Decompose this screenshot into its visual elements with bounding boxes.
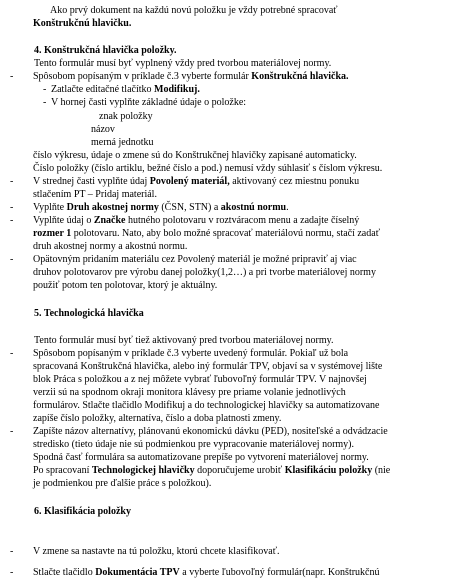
section-4-intro [34,57,331,70]
text-run: Zapíšte názov alternatívy, plánovanú ekonomickú dávku (PED), nositeľské a odvádzacie [33,426,388,437]
text-run: (ČSN, STN) a [158,202,221,213]
text-run: Ako prvý dokument na každú novú položku je vždy potrebné spracovať [50,5,338,16]
paragraph-line [33,227,380,240]
text-run: použiť potom ten polotovar, ktorý je aktuálny. [33,280,218,291]
list-item [10,253,357,266]
text-run: V hornej časti vyplňte základné údaje o položke: [51,97,247,108]
paragraph-line [33,188,157,201]
text-run: druh akostnej normy a akostnú normu. [33,241,188,252]
section-4-heading [34,44,177,57]
bold-text: Modifikuj. [154,84,200,95]
text-run: hutného polotovaru v roztváracom menu a zadajte číselný [125,215,360,226]
list-item [10,425,388,438]
bold-text: 6. Klasifikácia položky [34,506,131,517]
bold-text: rozmer 1 [33,228,72,239]
bullet-dash: - [10,546,14,557]
bullet-dash: - [10,215,14,226]
list-item [10,70,349,83]
bullet-dash: - [10,348,14,359]
bold-text: Povolený materiál, [149,176,230,187]
section-5-intro [34,334,334,347]
text-run: Stlačte tlačidlo [33,567,96,578]
text-run: Spôsobom popísaným v príklade č.3 vyberte uvedený formulár. Pokiaľ už bola [33,348,349,359]
text-run: polotovaru. Nato, aby bolo možné spracovať materiálovú normu, stačí zadať [71,228,380,239]
text-run: doporučujeme urobiť [194,465,285,476]
text-run: Tento formulár musí byť tiež aktivovaný pred tvorbou materiálovej normy. [34,335,334,346]
text-run: stlačením PT – Pridaj materiál. [33,189,157,200]
bullet-dash: - [43,97,47,108]
paragraph-line [33,279,217,292]
text-run: Zatlačte editačné tlačítko [51,84,154,95]
text-run: druhov polotovarov pre výrobu danej položky(1,2…) a pri tvorbe materiálovej normy [33,267,376,278]
field-name-line [91,123,115,136]
bold-text: Konštrukčná hlavička. [251,71,349,82]
text-run: Spôsobom popísaným v príklade č.3 vyberte formulár [33,71,252,82]
section-5-heading [34,307,144,320]
text-run: blok Práca s položkou a z nej môžete vybrať ľubovoľný formulár TPV. V najnovšej [33,374,367,385]
paragraph-line [33,451,369,464]
text-run: (nie [372,465,391,476]
paragraph-line [33,266,376,279]
list-item [10,201,289,214]
paragraph-line [33,240,187,253]
paragraph-line [33,399,379,412]
text-run: Tento formulár musí byť vyplnený vždy pred tvorbou materiálovej normy. [34,58,332,69]
field-name-line [99,110,153,123]
bullet-dash: - [10,254,14,265]
bold-text: 4. Konštrukčná hlavička položky. [34,45,177,56]
bold-text: 5. Technologická hlavička [34,308,144,319]
bullet-dash: - [10,567,14,578]
intro-line-2 [33,17,131,30]
text-run: znak položky [99,111,153,122]
text-run: aktivovaný cez miestnu ponuku [229,176,360,187]
intro-line-1 [50,4,338,17]
bullet-dash: - [10,71,14,82]
paragraph-line [33,438,354,451]
text-run: verzii sú na spodnom okraji monitora klávesy pre priame volanie jednotlivých [33,387,346,398]
list-item [10,545,280,558]
text-run: Vyplňte [33,202,67,213]
paragraph-line [33,373,367,386]
text-run: a vyberte ľubovoľný formulár(napr. Konštrukčnú [179,567,380,578]
section-6-heading [34,505,131,518]
text-run: číslo výkresu, údaje o zmene sú do Konštrukčnej hlavičky zapisané automaticky. [33,150,357,161]
text-run: formulárov. Stlačte tlačidlo Modifikuj a do technologickej hlavičky sa automatizovane [33,400,380,411]
bold-text: Technologickej hlavičky [91,465,195,476]
text-run: V zmene sa nastavte na tú položku, ktorú chcete klasifikovať. [33,546,280,557]
text-run: spracovaná Konštrukčná hlavička, alebo iný formulár TPV, objaví sa v systémovej lište [33,361,383,372]
bullet-dash: - [10,176,14,187]
text-run: . [286,202,289,213]
paragraph-line [33,477,211,490]
text-run: Po spracovaní [33,465,92,476]
bold-text: Druh akostnej normy [66,202,159,213]
bullet-dash: - [43,84,47,95]
list-item [10,175,360,188]
list-item [43,96,247,109]
text-run: merná jednotku [91,137,154,148]
text-run: V strednej časti vyplňte údaj [33,176,150,187]
paragraph-line [33,149,357,162]
paragraph-line [33,464,390,477]
paragraph-line [33,360,382,373]
text-run: Číslo položky (číslo artiklu, bežné číslo a pod.) nemusí vždy súhlasiť s číslom výkresu. [33,163,383,174]
bold-text: Dokumentácia TPV [95,567,180,578]
list-item [10,214,360,227]
text-run: Spodná časť formulára sa automatizovane prepíše po vytvorení materiálovej normy. [33,452,369,463]
text-run: stredisko (tieto údaje nie sú podmienkou pre vypracovanie materiálovej normy). [33,439,355,450]
field-name-line [91,136,153,149]
list-item [10,347,349,360]
text-run: je podmienkou pre ďalšie práce s položkou). [33,478,212,489]
text-run: Vyplňte údaj o [33,215,94,226]
text-run: zapíše číslo položky, alternatíva, číslo a doba platnosti zmeny. [33,413,282,424]
text-run: názov [91,124,115,135]
bold-text: akostnú normu [220,202,287,213]
paragraph-line [33,386,346,399]
text-run: Opätovným pridaním materiálu cez Povolený materiál je možné pripraviť aj viac [33,254,357,265]
bullet-dash: - [10,426,14,437]
bullet-dash: - [10,202,14,213]
bold-text: Klasifikáciu položky [284,465,373,476]
list-item [43,83,200,96]
paragraph-line [33,412,281,425]
bold-text: Značke [93,215,126,226]
paragraph-line [33,162,382,175]
list-item [10,566,380,579]
bold-text: Konštrukčnú hlavičku. [33,18,132,29]
